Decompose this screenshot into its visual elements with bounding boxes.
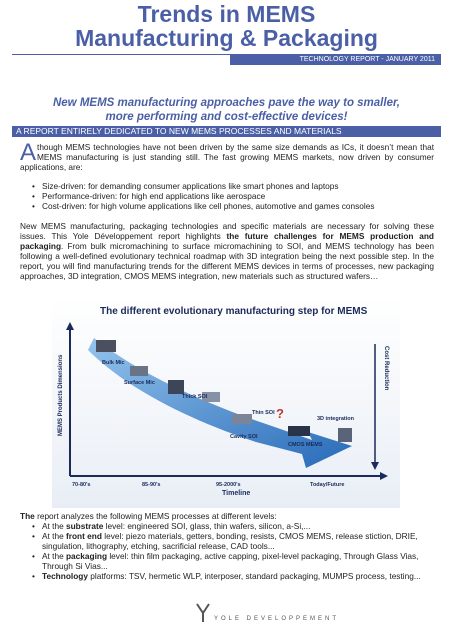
evolution-diagram — [52, 296, 400, 508]
analysis-intro — [20, 511, 434, 521]
step-image — [338, 428, 352, 442]
item-highlight: substrate — [65, 521, 104, 531]
title-line-1: Trends in MEMS — [137, 1, 316, 27]
analysis-intro-text: report analyzes the following MEMS processes at different levels: — [34, 511, 277, 521]
evolution-figure — [52, 296, 400, 508]
x-tick-label: 70-80's — [72, 482, 91, 488]
step-label: Bulk Mic — [102, 360, 125, 366]
intro-text: though MEMS technologies have not been driven by the same size demands as ICs, it doesn’t mean that MEMS manufacturing is just standing still. The fast growing MEMS markets, now driven by consumer applications, are: — [20, 142, 434, 172]
item-text: level: engineered SOI, glass, thin wafers, silicon, a-Si,... — [103, 521, 311, 531]
drivers-list — [20, 181, 434, 211]
x-axis-label: Timeline — [222, 490, 251, 497]
item-text: At the — [42, 521, 66, 531]
cost-label: Cost Reduction — [383, 346, 389, 391]
body-highlight: the future challenges for MEMS production and packaging — [20, 231, 434, 251]
page-title — [0, 2, 453, 50]
step-image — [288, 426, 310, 436]
step-image — [96, 340, 116, 352]
body-text: New MEMS manufacturing, packaging technologies and specific materials are necessary for solving these issues. This Yole Développement report highlights — [20, 221, 434, 241]
item-text: At the — [42, 531, 66, 541]
x-tick-label: Today/Future — [310, 482, 345, 488]
section-title: A REPORT ENTIRELY DEDICATED TO NEW MEMS PROCESSES AND MATERIALS — [12, 126, 441, 137]
item-highlight: Technology — [42, 571, 88, 581]
analysis-intro-bold: The — [20, 511, 35, 521]
step-label: CMOS MEMS — [288, 442, 323, 448]
step-image — [232, 414, 252, 424]
tagline — [12, 96, 441, 124]
item-text: level: thin film packaging, active capping, pixel-level packaging, Through Glass Vias, Through Si Vias... — [42, 551, 419, 571]
list-item — [20, 531, 434, 551]
logo-text: YOLE DEVELOPPEMENT — [214, 616, 340, 622]
intro-paragraph — [20, 139, 434, 172]
title-line-2: Manufacturing & Packaging — [75, 25, 378, 51]
x-tick-label: 95-2000's — [216, 482, 241, 488]
item-text: At the — [42, 551, 66, 561]
x-tick-label: 85-90's — [142, 482, 161, 488]
body-text: . From bulk micromachining to surface micromachining to SOI, and MEMS technology has been following a well-defined evolutionary technical roadmap with 3D integration being the next possible step. In the report, you will find manufacturing trends for the different MEMS devices in terms of processes, new packaging approaches, 3D integration, CMOS MEMS integration, new materials such as structured wafers… — [20, 241, 434, 281]
list-item: • Cost-driven: for high volume applications like cell phones, automotive and games consoles — [20, 201, 434, 211]
company-logo — [195, 596, 415, 630]
list-item — [20, 551, 434, 571]
report-label: TECHNOLOGY REPORT - JANUARY 2011 — [230, 54, 441, 65]
y-axis-label: MEMS Products Dimensions — [58, 354, 64, 436]
body-paragraph — [20, 221, 434, 281]
figure-title: The different evolutionary manufacturing step for MEMS — [100, 306, 368, 317]
step-image — [168, 380, 184, 394]
step-image — [130, 366, 148, 376]
analysis-list — [20, 521, 434, 581]
tagline-line-1: New MEMS manufacturing approaches pave the way to smaller, — [52, 97, 401, 109]
list-item: • Size-driven: for demanding consumer applications like smart phones and laptops — [20, 181, 434, 191]
tagline-line-2: more performing and cost-effective devices! — [105, 111, 348, 123]
step-label: Surface Mic — [124, 380, 155, 386]
question-mark: ? — [276, 406, 284, 421]
step-label: Thin SOI — [252, 410, 275, 416]
item-text: platforms: TSV, hermetic WLP, interposer, standard packaging, MUMPS process, testing... — [87, 571, 421, 581]
step-label: Thick SOI — [182, 394, 208, 400]
step-label: 3D integration — [317, 416, 354, 422]
item-text: level: piezo materials, getters, bonding, resists, CMOS MEMS, release stiction, DRIE, singulation, lithography, etching, sacrificial release, CAD tools... — [42, 531, 418, 551]
drop-cap: A — [20, 139, 37, 166]
list-item: • Performance-driven: for high end applications like aerospace — [20, 191, 434, 201]
list-item — [20, 571, 434, 581]
item-highlight: packaging — [65, 551, 108, 561]
item-highlight: front end — [65, 531, 102, 541]
list-item — [20, 521, 434, 531]
yole-logo-icon — [195, 602, 211, 624]
step-label: Cavity SOI — [230, 434, 258, 440]
